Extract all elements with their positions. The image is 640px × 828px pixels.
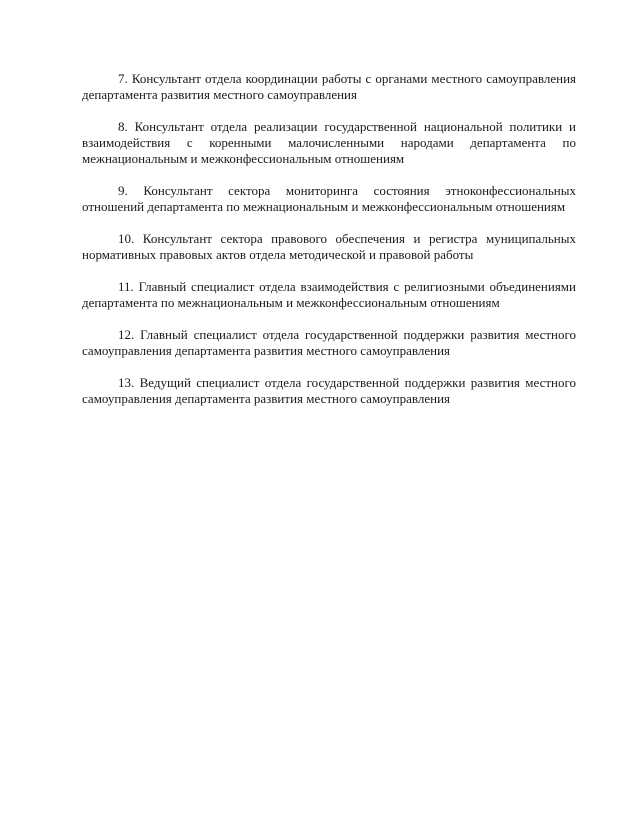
list-item: 7. Консультант отдела координации работы с органами местного самоуправления департамента развития местного самоуправления (82, 71, 576, 102)
list-item: 13. Ведущий специалист отдела государственной поддержки развития местного самоуправления департамента развития местного самоуправления (82, 375, 576, 406)
list-item: 10. Консультант сектора правового обеспечения и регистра муниципальных нормативных правовых актов отдела методической и правовой работы (82, 231, 576, 262)
list-item: 11. Главный специалист отдела взаимодействия с религиозными объединениями департамента по межнациональным и межконфессиональным отношениям (82, 279, 576, 310)
list-item: 12. Главный специалист отдела государственной поддержки развития местного самоуправления департамента развития местного самоуправления (82, 327, 576, 358)
list-item: 8. Консультант отдела реализации государственной национальной политики и взаимодействия с коренными малочисленными народами департамента по межнациональным и межконфессиональным отношениям (82, 119, 576, 166)
position-list (82, 71, 576, 407)
list-item: 9. Консультант сектора мониторинга состояния этноконфессиональных отношений департамента по межнациональным и межконфессиональным отношениям (82, 183, 576, 214)
